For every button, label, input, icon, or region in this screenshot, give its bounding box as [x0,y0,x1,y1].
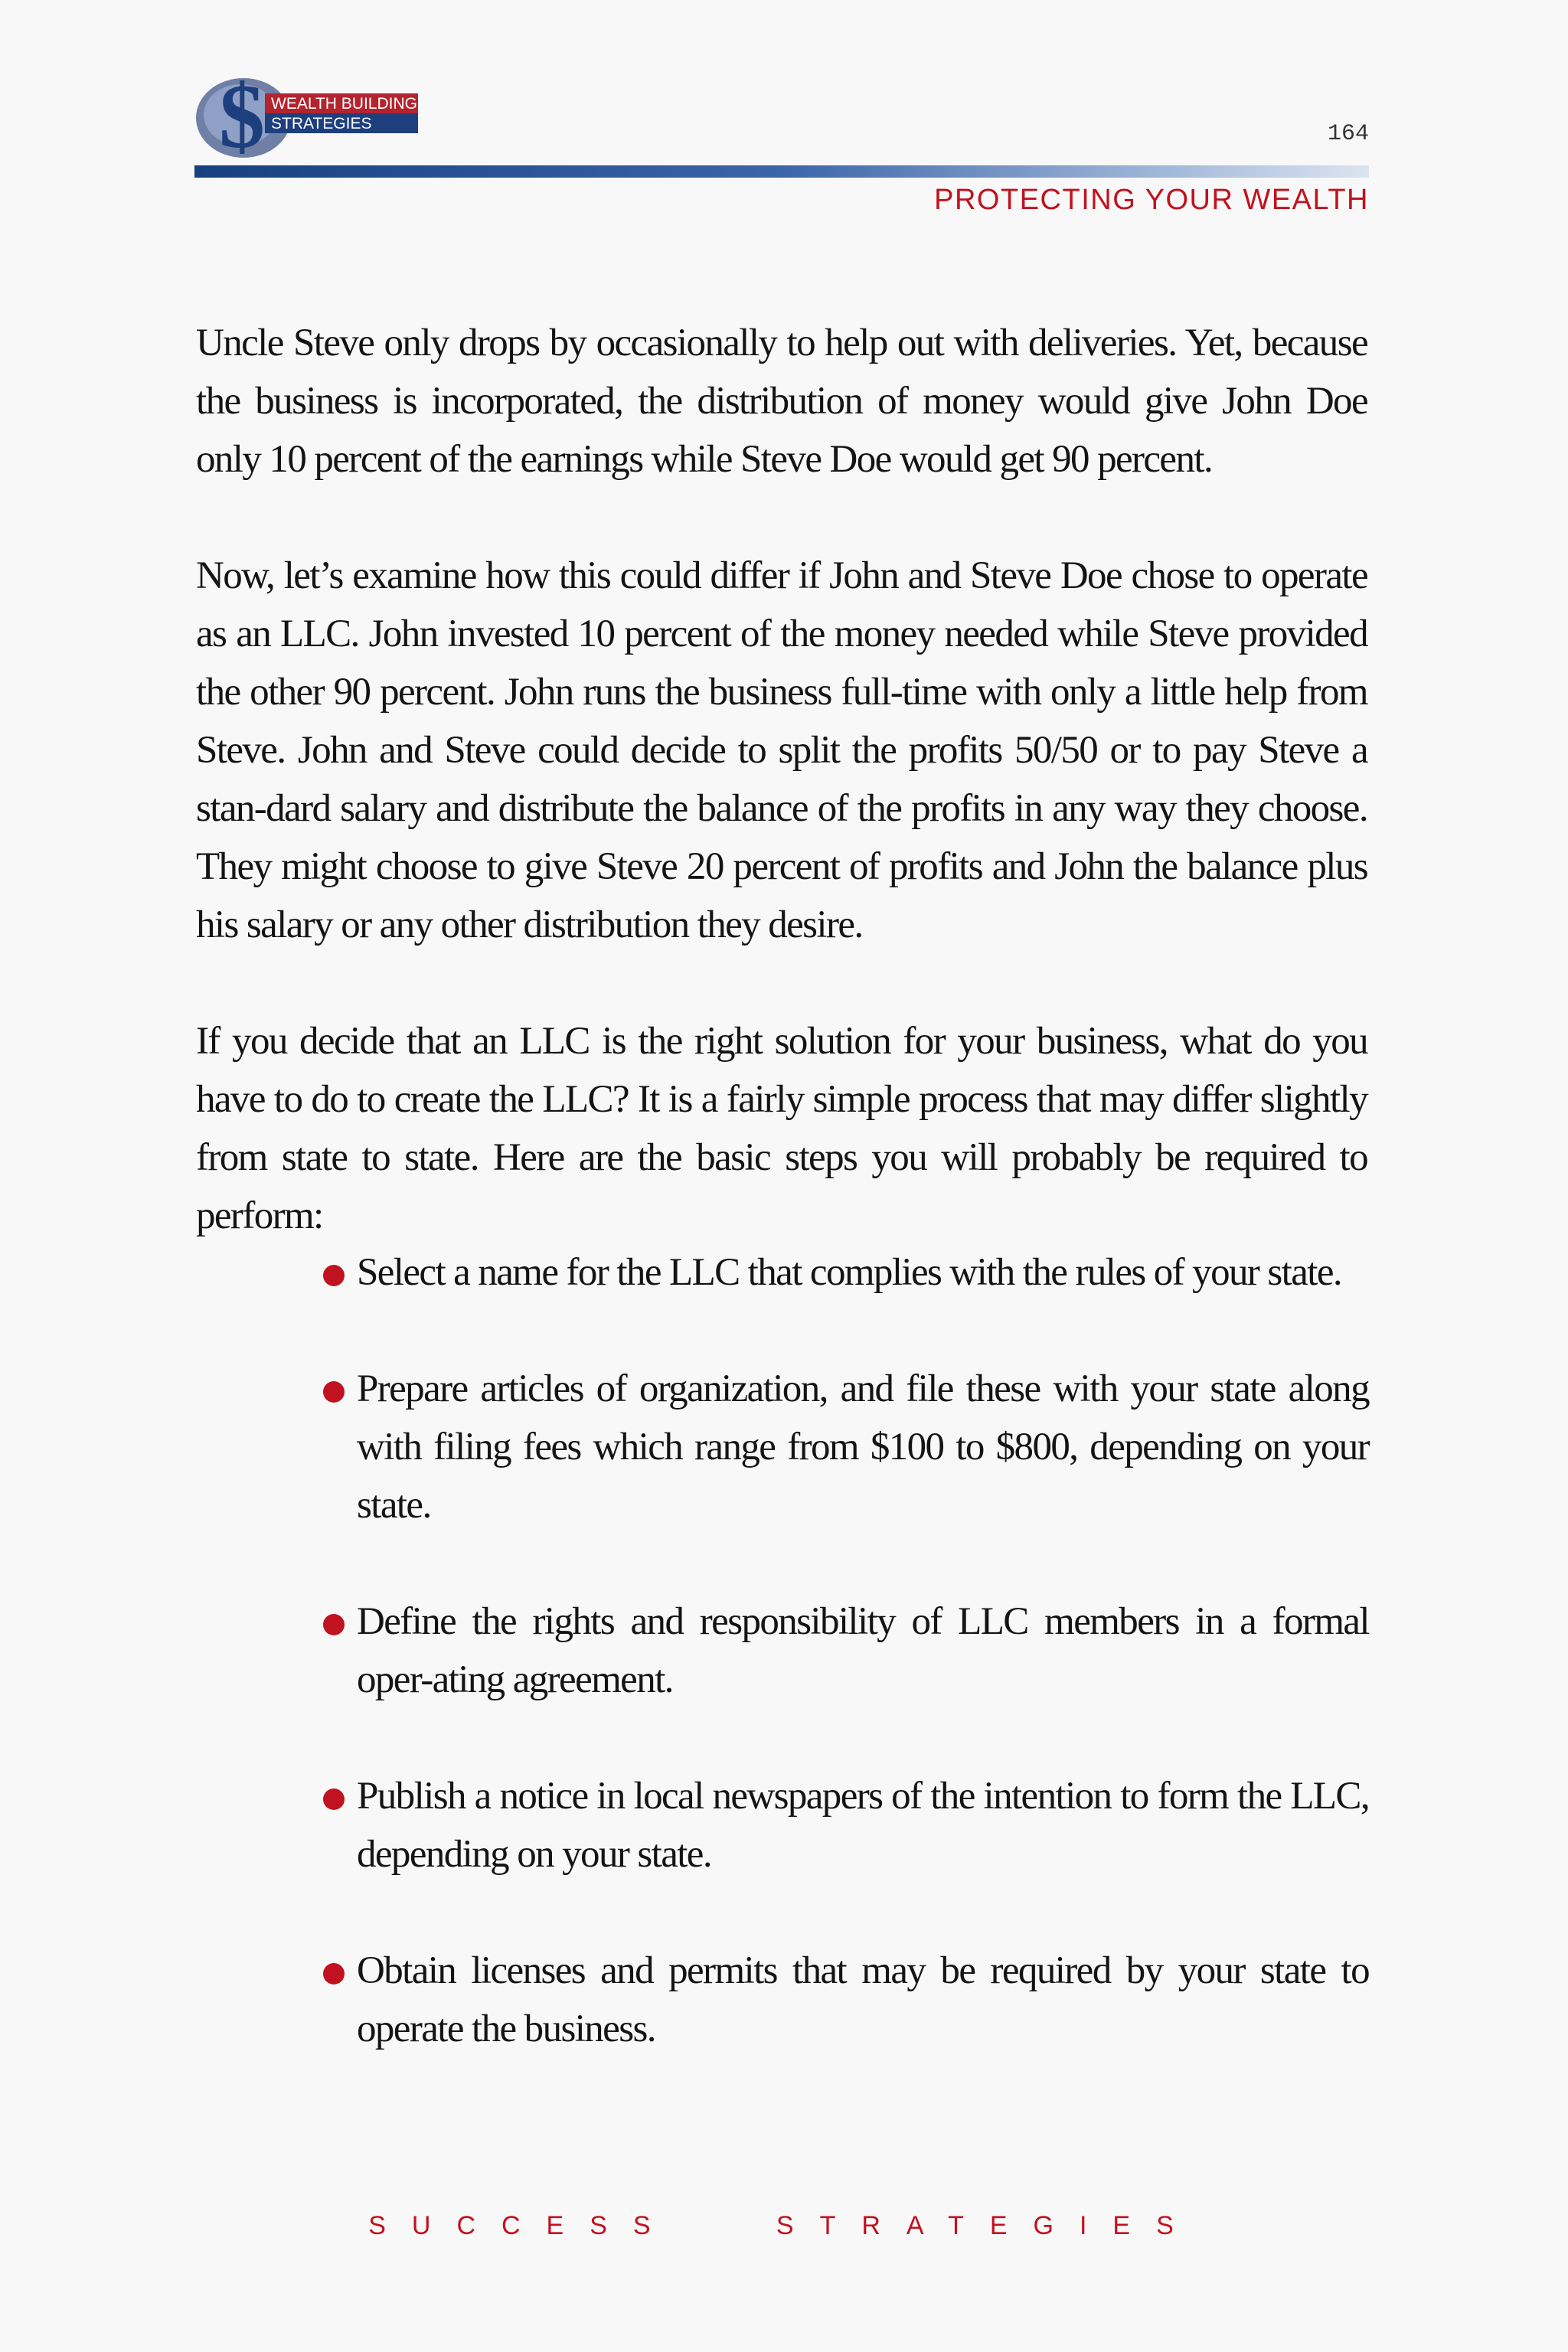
paragraph: Uncle Steve only drops by occasionally to help out with deliveries. Yet, because the business is incorporated, the distribution of money would give John Doe only 10 percent of the earnings while Steve Doe would get 90 percent. [196,322,1367,481]
paragraph: If you decide that an LLC is the right solution for your business, what do you have to do to create the LLC? It is a fairly simple process that may differ slightly from state to state. Here are the basic steps you will probably be required to perform: [196,1020,1367,1237]
list-item [322,1767,1369,1883]
bullet-icon [323,1381,345,1403]
bullet-icon [323,1788,345,1810]
page-number: 164 [1327,121,1369,147]
step-text: Define the rights and responsibility of LLC members in a formal oper-ating agreement. [357,1600,1369,1701]
step-text: Publish a notice in local newspapers of the intention to form the LLC, depending on your state. [357,1775,1369,1876]
body-text [196,314,1367,1303]
bullet-icon [323,1963,345,1984]
wealth-building-strategies-logo [193,70,423,165]
dollar-sign-icon: $ [219,70,265,165]
step-text: Prepare articles of organization, and file these with your state along with filing fees which range from $100 to $800, depending on your state. [357,1367,1369,1527]
paragraph: Now, let’s examine how this could differ if John and Steve Doe chose to operate as an LLC. John invested 10 percent of the money needed while Steve provided the other 90 percent. John runs the business full-time with only a little help from Steve. John and Steve could decide to split the profits 50/50 or to pay Steve a stan-dard salary and distribute the balance of the profits in any way they choose. They might choose to give Steve 20 percent of profits and John the balance plus his salary or any other distribution they desire. [196,554,1367,946]
step-text: Obtain licenses and permits that may be required by your state to operate the business. [357,1949,1369,2050]
list-item [322,1592,1369,1709]
logo-line-1: WEALTH BUILDING [271,95,417,113]
footer-title: SUCCESS STRATEGIES [368,2211,1200,2240]
bullet-icon [323,1265,345,1286]
list-item [322,1360,1369,1534]
list-item [322,1942,1369,2058]
section-title: PROTECTING YOUR WEALTH [934,184,1369,216]
header-rule [194,165,1369,178]
bullet-icon [323,1614,345,1635]
list-item [322,1243,1369,1302]
step-text: Select a name for the LLC that complies with the rules of your state. [357,1251,1342,1294]
logo-line-2: STRATEGIES [271,115,372,132]
llc-steps-list [322,1243,1369,2116]
